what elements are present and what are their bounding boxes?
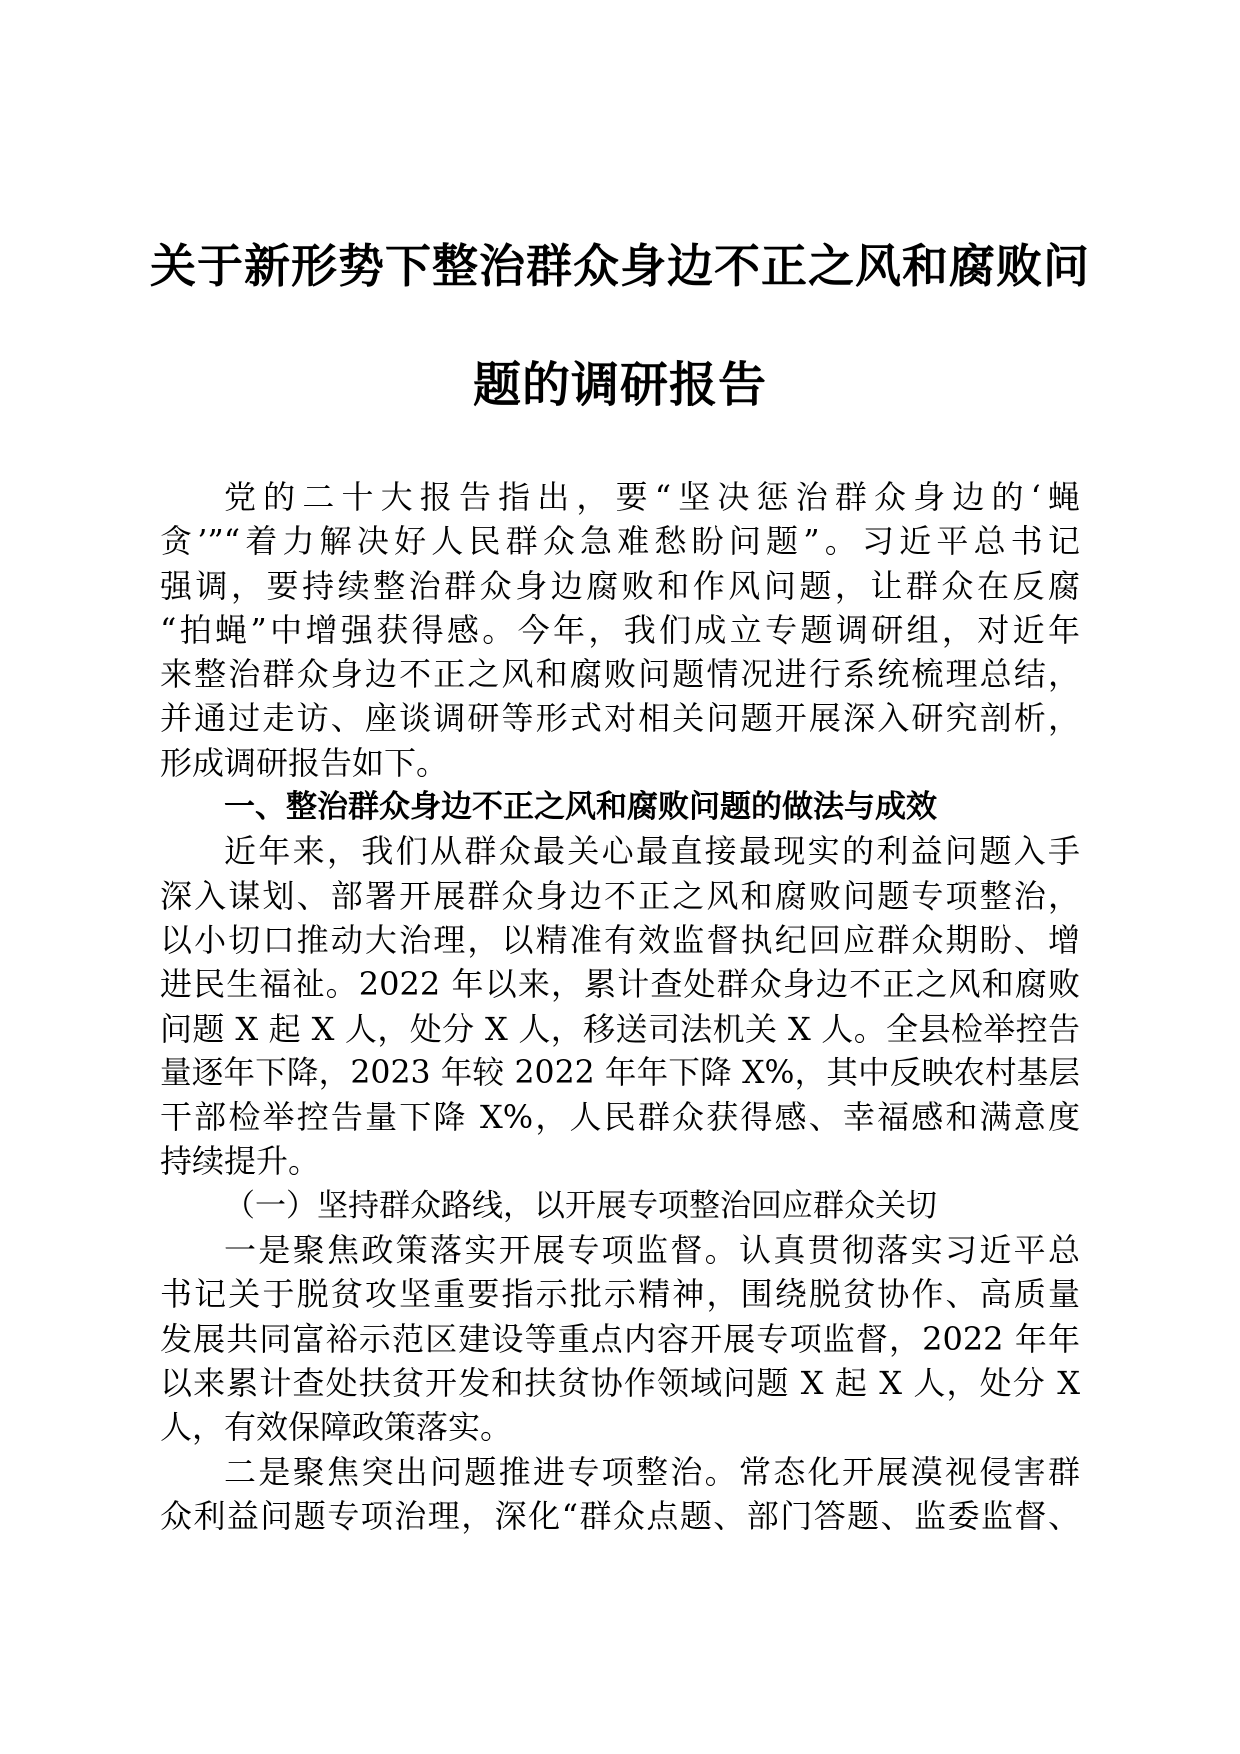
body-text-line: 进民生福祉。2022 年以来，累计查处群众身边不正之风和腐败	[160, 965, 1080, 1004]
body-text-line: 问题 X 起 X 人，处分 X 人，移送司法机关 X 人。全县检举控告	[160, 1009, 1080, 1048]
body-text-line: 以来累计查处扶贫开发和扶贫协作领域问题 X 起 X 人，处分 X	[160, 1363, 1080, 1402]
body-text-line: 书记关于脱贫攻坚重要指示批示精神，围绕脱贫协作、高质量	[160, 1275, 1080, 1314]
paragraph-first-line: 近年来，我们从群众最关心最直接最现实的利益问题入手	[224, 832, 1080, 871]
paragraph-first-line: 党的二十大报告指出，要“坚决惩治群众身边的‘蝇	[224, 478, 1080, 516]
body-text-line: 来整治群众身边不正之风和腐败问题情况进行系统梳理总结，	[160, 655, 1080, 694]
body-text-line: “拍蝇”中增强获得感。今年，我们成立专题调研组，对近年	[160, 610, 1080, 649]
body-text-line: 干部检举控告量下降 X%，人民群众获得感、幸福感和满意度	[160, 1098, 1080, 1137]
section-heading: 一、整治群众身边不正之风和腐败问题的做法与成效	[224, 789, 937, 826]
body-text-line: 强调，要持续整治群众身边腐败和作风问题，让群众在反腐	[160, 566, 1080, 605]
body-text-line: 贪’”“着力解决好人民群众急难愁盼问题”。习近平总书记	[160, 522, 1080, 561]
body-text-line: 发展共同富裕示范区建设等重点内容开展专项监督，2022 年年	[160, 1319, 1080, 1358]
paragraph-last-line: 持续提升。	[160, 1142, 321, 1181]
paragraph-last-line: 形成调研报告如下。	[160, 743, 449, 782]
body-text-line: 以小切口推动大治理，以精准有效监督执纪回应群众期盼、增	[160, 920, 1080, 959]
body-text-line: 深入谋划、部署开展群众身边不正之风和腐败问题专项整治，	[160, 876, 1080, 915]
body-text-line: 量逐年下降，2023 年较 2022 年年下降 X%，其中反映农村基层	[160, 1054, 1080, 1091]
paragraph-first-line: 二是聚焦突出问题推进专项整治。常态化开展漠视侵害群	[224, 1452, 1080, 1491]
body-text-line: 并通过走访、座谈调研等形式对相关问题开展深入研究剖析，	[160, 699, 1080, 738]
subsection-heading: （一）坚持群众路线，以开展专项整治回应群众关切	[224, 1187, 937, 1224]
document-title-line-1: 关于新形势下整治群众身边不正之风和腐败问	[150, 239, 1090, 293]
body-text-line: 众利益问题专项治理，深化“群众点题、部门答题、监委监督、	[160, 1496, 1080, 1535]
document-title-line-2: 题的调研报告	[472, 357, 767, 413]
document-body	[160, 475, 1080, 1538]
paragraph-first-line: 一是聚焦政策落实开展专项监督。认真贯彻落实习近平总	[224, 1231, 1080, 1270]
paragraph-last-line: 人，有效保障政策落实。	[160, 1408, 513, 1447]
